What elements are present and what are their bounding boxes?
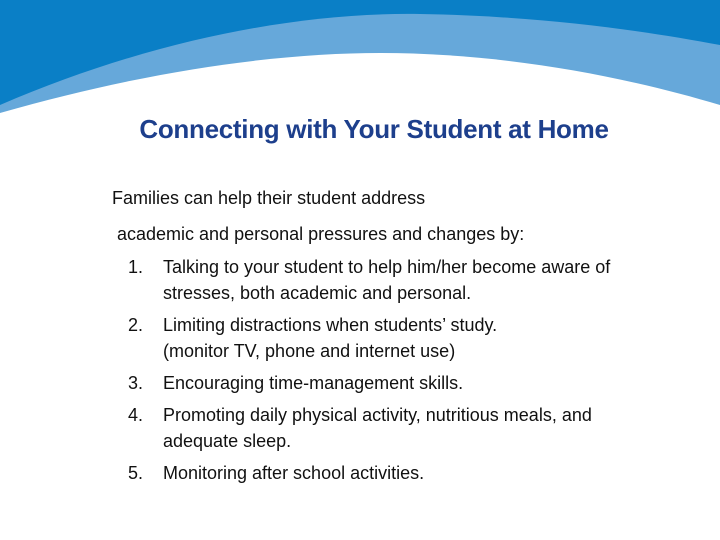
item-number: 1. (128, 257, 144, 277)
item-number: 2. (128, 315, 144, 335)
item-text: Promoting daily physical activity, nutritious meals, and adequate sleep. (163, 405, 592, 451)
list-item (128, 460, 683, 486)
item-text: Talking to your student to help him/her become aware of stresses, both academic and personal. (163, 257, 611, 303)
intro-line-1: Families can help their student address (112, 188, 426, 208)
list-item (128, 370, 683, 396)
item-text: Encouraging time-management skills. (163, 373, 464, 393)
item-number: 4. (128, 405, 144, 425)
slide-title: Connecting with Your Student at Home (139, 114, 609, 144)
list-item (128, 254, 683, 306)
item-number: 5. (128, 463, 144, 483)
item-number: 3. (128, 373, 144, 393)
intro-line-2: academic and personal pressures and changes by: (117, 224, 525, 244)
list-item (128, 402, 663, 454)
list-item (128, 312, 553, 364)
item-text: Monitoring after school activities. (163, 463, 425, 483)
item-text: Limiting distractions when students’ study. (monitor TV, phone and internet use) (163, 315, 498, 361)
header-banner (0, 0, 720, 130)
